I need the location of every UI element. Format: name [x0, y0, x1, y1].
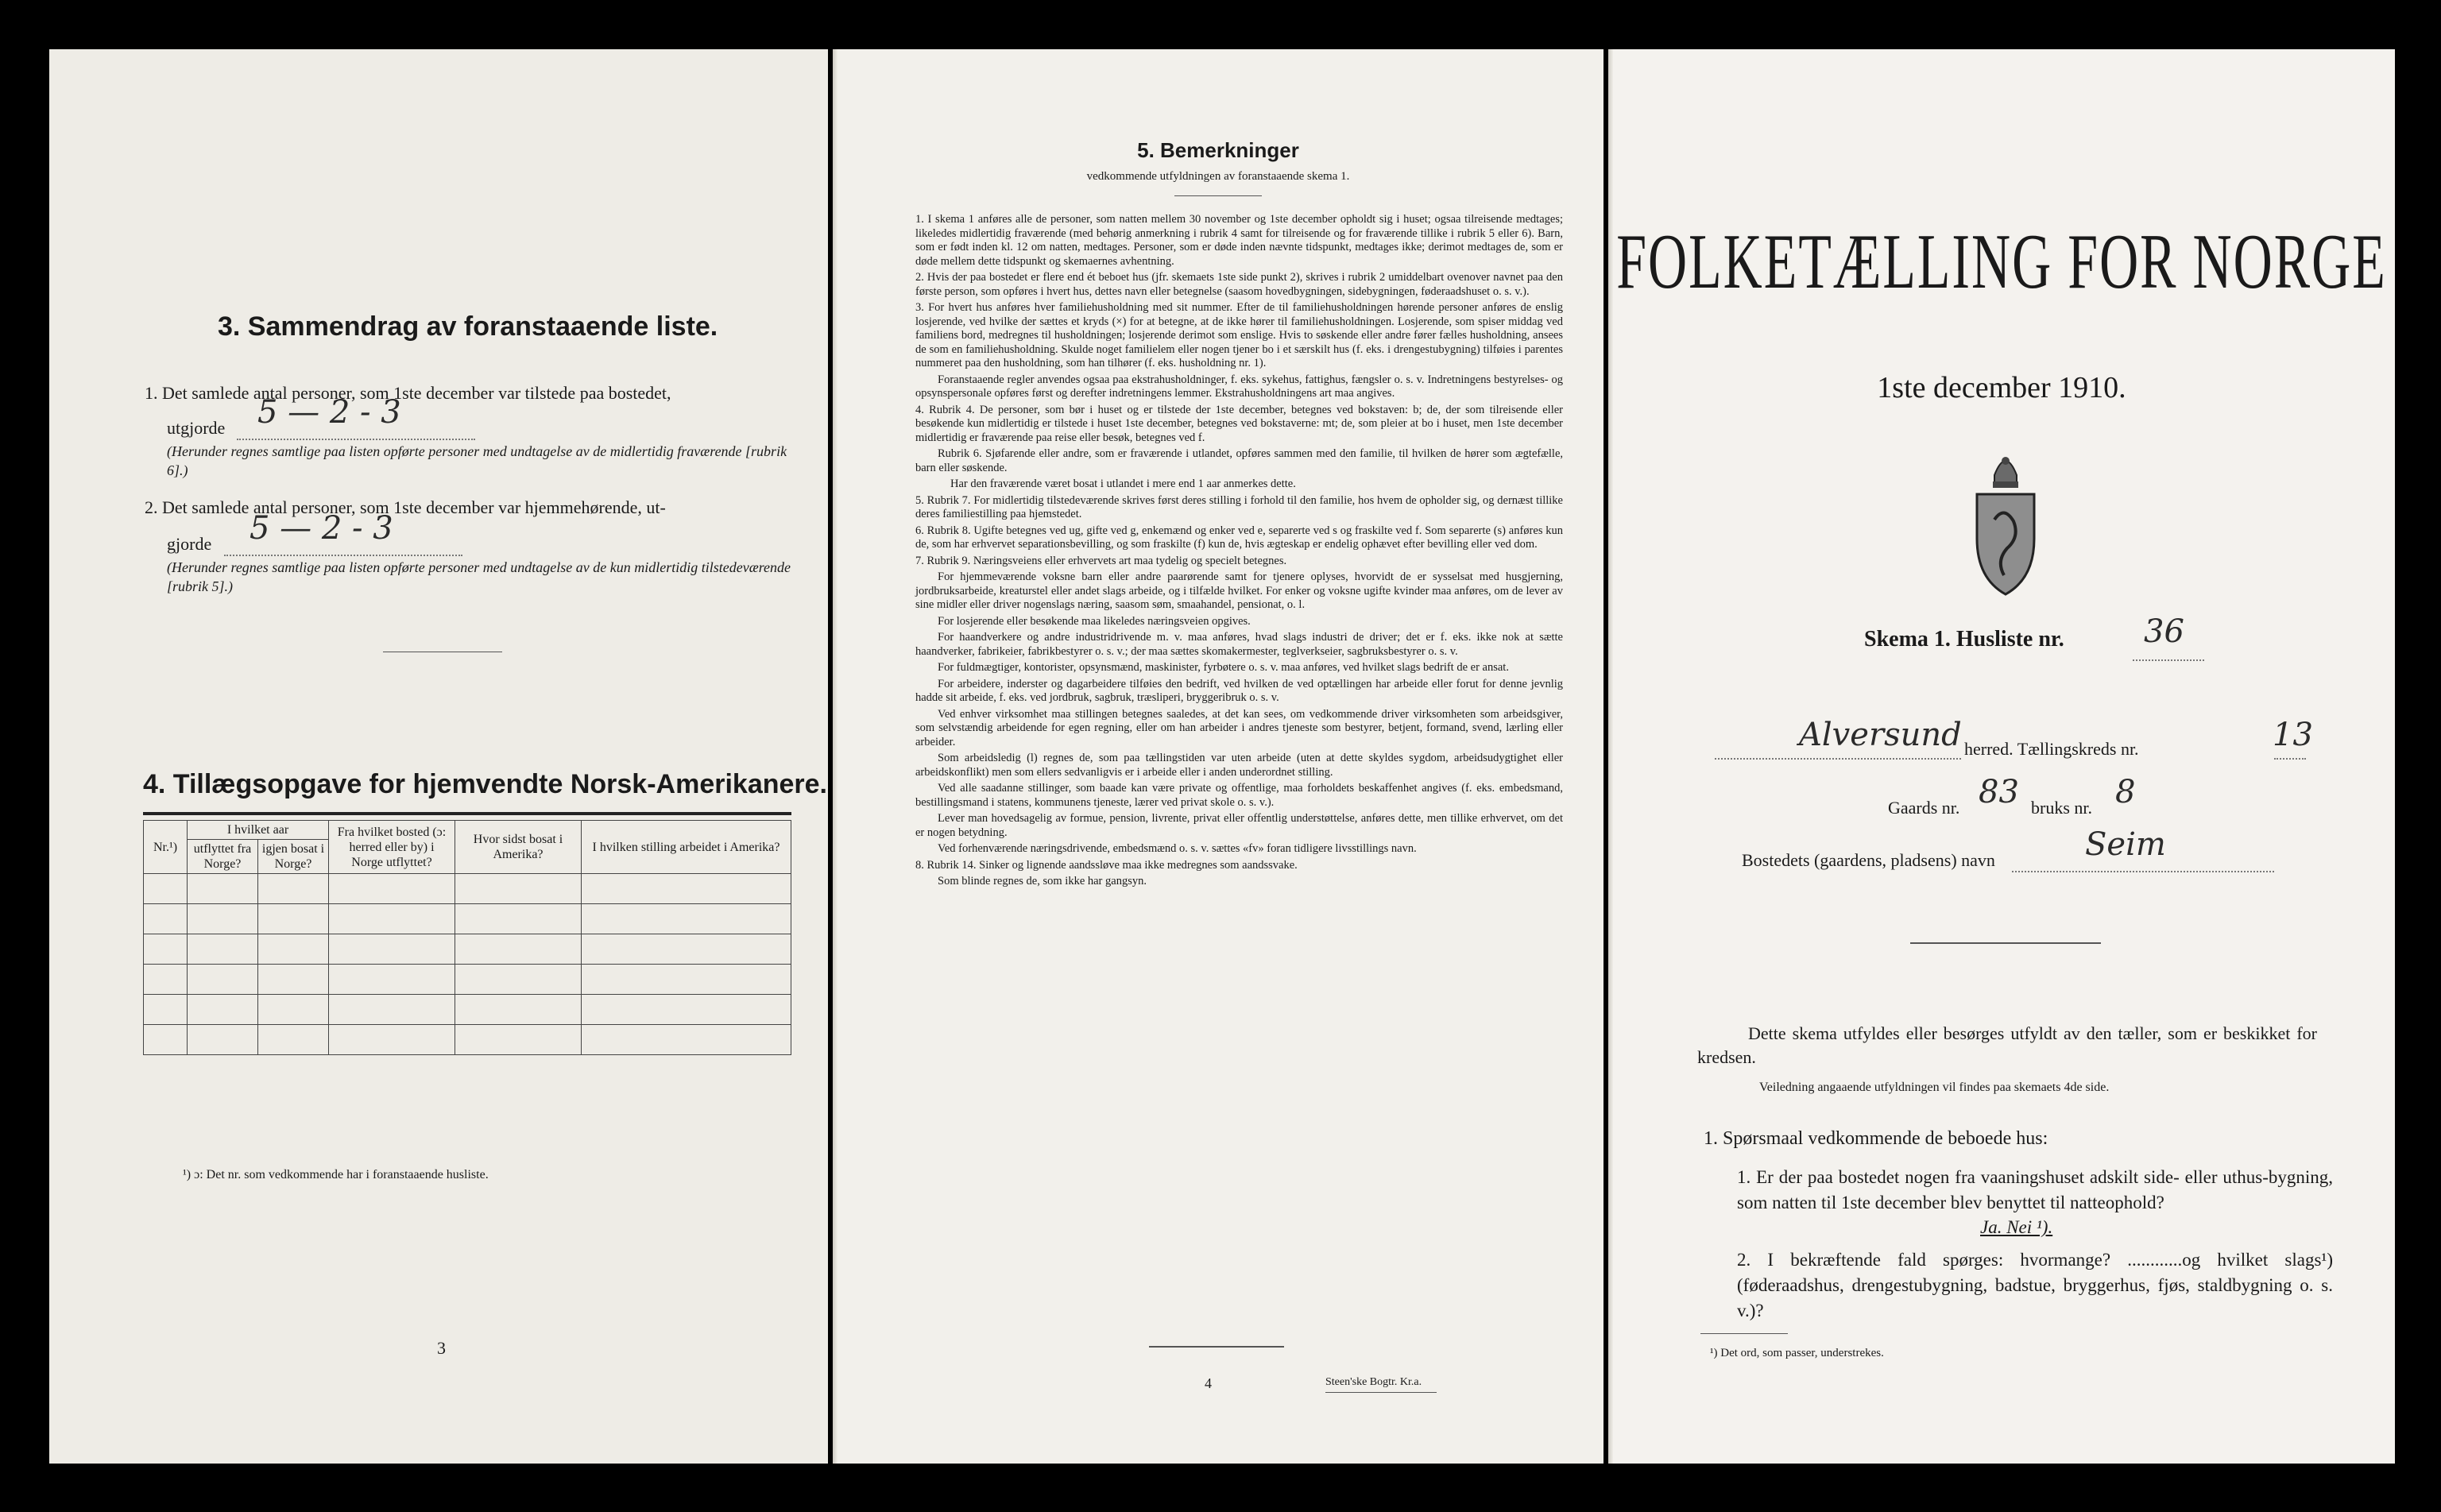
col-header-group: I hvilket aar — [188, 821, 329, 840]
col-header-amerika: Hvor sidst bosat i Amerika? — [455, 821, 582, 874]
remarks-list — [915, 213, 1563, 891]
remarks-title: 5. Bemerkninger — [1137, 138, 1299, 162]
question-heading: 1. Spørsmaal vedkommende de beboede hus: — [1704, 1128, 2048, 1149]
q2-handwritten: 5 — 2 - 3 — [250, 510, 393, 547]
remark-item: 7. Rubrik 9. Næringsveiens eller erhvervets art maa tydelig og specielt betegnes. — [915, 554, 1287, 567]
q1-answer: Ja. Nei ¹). — [1980, 1217, 2053, 1237]
remark-item: For haandverkere og andre industridrivende m. v. maa anføres, hvad slags industri de driver; det er f. eks. ikke nok at sætte haandverker, fabrikeier, fabrikbestyrer o. s. v.; der maa sættes skomakermester, teglverkseier, sagbruksbestyrer o. s. v. — [915, 631, 1563, 658]
bosted-label: Bostedets (gaardens, pladsens) navn — [1742, 850, 1995, 870]
remark-item: 8. Rubrik 14. Sinker og lignende aandssløve maa ikke medregnes som aandssvake. — [915, 858, 1298, 872]
kreds-handwritten: 13 — [2273, 717, 2313, 753]
remark-item: For hjemmeværende voksne barn eller andre paarørende samt for tjenere oplyses, hvorvidt de er sysselsat med husgjerning, jordbruksarbeide, kreaturstel eller andet slags arbeide, og i tilfælde hvilket. For enker og voksne ugifte kvinder maa anføres, om de lever av sine midler eller driver nogenslags næring, saasom søm, smaahandel, pensionat, o. l. — [915, 570, 1563, 611]
table-row — [144, 995, 791, 1025]
ornament-divider — [1910, 942, 2101, 944]
q1-prefix: utgjorde — [167, 418, 226, 438]
remark-item: 2. Hvis der paa bostedet er flere end ét beboet hus (jfr. skemaets 1ste side punkt 2), skrives i rubrik 2 umiddelbart ovenover navnet paa den første person, som opføres i hvert hus, dettes navn eller betegnelse (saasom hovedbygningen, sidebygningen, føderaadshuset o. s. v.). — [915, 271, 1563, 298]
table-row — [144, 874, 791, 904]
page-left — [49, 49, 828, 1464]
remark-item: Som blinde regnes de, som ikke har gangsyn. — [938, 875, 1147, 887]
col-header-nr: Nr.¹) — [144, 821, 188, 874]
form-title: FOLKETÆLLING FOR NORGE — [1616, 217, 2387, 305]
q2-text: 2. Det samlede antal personer, som 1ste december var hjemmehørende, ut- — [145, 497, 666, 517]
remark-item: For fuldmægtiger, kontorister, opsynsmænd, maskinister, fyrbøtere o. s. v. maa anføres, ved hvilket slags bedrift de er ansat. — [938, 661, 1509, 674]
remark-item: 6. Rubrik 8. Ugifte betegnes ved ug, gifte ved g, enkemænd og enker ved e, separerte ved s og fraskilte ved f. Som separerte (s) anføres kun de, som har erhvervet separationsbevilling, og som fraskilte (f) kun de, hvis ægteskap er endelig ophævet efter bevilling eller ved dom. — [915, 524, 1563, 551]
form-date: 1ste december 1910. — [1877, 371, 2126, 404]
husliste-line — [2133, 659, 2204, 661]
page-middle — [833, 49, 1603, 1464]
remark-item: Ved alle saadanne stillinger, som baade kan være private og offentlige, maa forholdets beskaffenhet angives (f. eks. embedsmand, bestillingsmand i statens, kommunens tjeneste, lærer ved privat skole o. s. v.). — [915, 782, 1563, 809]
remark-item: For arbeidere, inderster og dagarbeidere tilføies den bedrift, ved hvilken de ved optællingen har arbeide eller forut for denne jevnlig hadde sit arbeide, f. eks. ved jordbruk, sagbruk, træsliperi, bryggeribruk o. s. v. — [915, 677, 1563, 704]
remark-item: Ved forhenværende næringsdrivende, embedsmænd o. s. v. sættes «fv» foran tidligere livsstillings navn. — [938, 842, 1417, 855]
remark-item: Ved enhver virksomhet maa stillingen betegnes saaledes, at det kan sees, om vedkommende driver virksomheten som arbeidsgiver, som selvstændig arbeidende for egen regning, eller om han arbeider i andres tjeneste som bestyrer, betjent, formand, svend, lærling eller arbeider. — [915, 707, 1563, 748]
remark-item: Foranstaaende regler anvendes ogsaa paa ekstrahusholdninger, f. eks. sykehus, fattighus, fængsler o. s. v. Indretningens bestyrelses- og opsynspersonale opføres først og derefter indretningens lemmer. Ekstrahusholdningens art maa angives. — [915, 373, 1563, 400]
divider — [1149, 1346, 1284, 1348]
divider — [1700, 1333, 1788, 1334]
q1-text: 1. Det samlede antal personer, som 1ste december var tilstede paa bostedet, — [145, 383, 671, 403]
kreds-line — [2274, 758, 2306, 760]
husliste-handwritten: 36 — [2144, 613, 2184, 650]
norsk-amerikanere-table — [143, 820, 791, 1055]
remarks-subtitle: vedkommende utfyldningen av foranstaaende skema 1. — [1086, 170, 1350, 183]
section3-title: 3. Sammendrag av foranstaaende liste. — [218, 311, 718, 342]
skema-label: Skema 1. Husliste nr. — [1864, 627, 2064, 652]
q1-note: (Herunder regnes samtlige paa listen opførte personer med undtagelse av de midlertidig fraværende [rubrik 6].) — [167, 443, 787, 478]
title-rule — [143, 812, 791, 815]
divider — [1174, 195, 1262, 196]
page-right — [1608, 49, 2395, 1464]
table-row — [144, 934, 791, 965]
col-header-igjen: igjen bosat i Norge? — [258, 840, 329, 874]
remark-item: Rubrik 6. Sjøfarende eller andre, som er fraværende i utlandet, opføres sammen med den familie, til hvilken de hører som ægtefælle, barn eller søskende. — [915, 447, 1563, 474]
printer-mark: Steen'ske Bogtr. Kr.a. — [1325, 1376, 1422, 1388]
col-header-stilling: I hvilken stilling arbeidet i Amerika? — [582, 821, 791, 874]
bruks-label: bruks nr. — [2031, 798, 2092, 818]
page-number-4: 4 — [1205, 1375, 1212, 1391]
remark-item: Har den fraværende været bosat i utlandet i mere end 1 aar anmerkes dette. — [950, 478, 1296, 490]
col-header-utflyttet: utflyttet fra Norge? — [188, 840, 258, 874]
bosted-handwritten: Seim — [2085, 826, 2166, 863]
table-footnote: ¹) ɔ: Det nr. som vedkommende har i foranstaaende husliste. — [183, 1168, 489, 1181]
divider — [1325, 1392, 1437, 1393]
table-row — [144, 904, 791, 934]
intro-note: Veiledning angaaende utfyldningen vil findes paa skemaets 4de side. — [1759, 1081, 2110, 1094]
question-1: 1. Er der paa bostedet nogen fra vaaningshuset adskilt side- eller uthus-bygning, som natten til 1ste december blev benyttet til natteophold? — [1737, 1167, 2333, 1212]
gaards-label: Gaards nr. — [1888, 798, 1960, 818]
remark-item: 1. I skema 1 anføres alle de personer, som natten mellem 30 november og 1ste december opholdt sig i huset; ogsaa tilreisende medtages; likeledes midlertidig fraværende (med behørig anmerkning i rubrik 4 samt for tilreisende og for fraværende tillike i rubrik 5 eller 6). Barn, som er født inden kl. 12 om natten, medtages. Personer, som er døde inden nævnte tidspunkt, medtages ikke; derimot medtages de, som er døde mellem dette tidspunkt og skemaernes avhentning. — [915, 213, 1563, 268]
page-number-3: 3 — [437, 1338, 446, 1358]
remark-item: Som arbeidsledig (l) regnes de, som paa tællingstiden var uten arbeide (uten at dette skyldes sygdom, arbeidsudygtighet eller arbeidskonflikt) men som ellers sedvanligvis er i arbeide eller i anden underordnet stilling. — [915, 752, 1563, 779]
fold-shadow — [833, 49, 838, 1464]
q2-answer-line — [224, 555, 462, 556]
section4-title: 4. Tillægsopgave for hjemvendte Norsk-Amerikanere. — [143, 769, 827, 799]
remark-item: For losjerende eller besøkende maa likeledes næringsveien opgives. — [938, 614, 1251, 628]
remark-item: 4. Rubrik 4. De personer, som bør i huset og er tilstede der 1ste december, betegnes ved bokstaven: b; de, der som tilreisende eller besøkende kun midlertidig er tilstede i huset 1ste december, betegnes ved bokstaverne: mt; de, som pleier at bo i huset, men 1ste december midlertidig er fraværende paa reise eller besøk, betegnes ved f. — [915, 403, 1563, 444]
q1-answer-line — [237, 439, 475, 440]
herred-label: herred. Tællingskreds nr. — [1964, 739, 2139, 759]
herred-handwritten: Alversund — [1799, 717, 1962, 753]
col-header-bosted: Fra hvilket bosted (ɔ: herred eller by) i Norge utflyttet? — [329, 821, 455, 874]
intro-text: Dette skema utfyldes eller besørges utfyldt av den tæller, som er beskikket for kredsen. — [1697, 1023, 2317, 1067]
footnote: ¹) Det ord, som passer, understrekes. — [1710, 1347, 1884, 1359]
remark-item: 3. For hvert hus anføres hver familiehusholdning med sit nummer. Efter de til familiehusholdningen hørende personer anføres de enslig losjerende, ved hvilke der sættes et kryds (×) for at betegne, at de ikke hører til familiehusholdningen. Losjerende, som spiser middag ved familiens bord, medregnes til husholdningen; losjerende derimot som enslige. Hvis to søskende eller andre fører fælles husholdning, ansees de som en familiehusholdning. Skulde noget familielem eller nogen tjener bo i et særskilt hus (f. eks. i drengestubygning) tilføies i parentes nummeret paa den husholdning, som han tilhører (f. eks. husholdning nr. 1). — [915, 301, 1563, 369]
q2-note: (Herunder regnes samtlige paa listen opførte personer med undtagelse av de kun midlertidig tilstedeværende [rubrik 5].) — [167, 559, 791, 594]
remark-item: Lever man hovedsagelig av formue, pension, livrente, privat eller offentlig understøttelse, anføres dette, men tillike erhvervet, om det er nogen betydning. — [915, 812, 1563, 839]
table-row — [144, 965, 791, 995]
gaards-handwritten: 83 — [1979, 774, 2019, 810]
herred-line — [1715, 758, 1961, 760]
q1-handwritten: 5 — 2 - 3 — [257, 394, 401, 431]
q2-prefix: gjorde — [167, 534, 212, 554]
coat-of-arms-icon — [1972, 443, 2039, 596]
table-row — [144, 1025, 791, 1055]
remark-item: 5. Rubrik 7. For midlertidig tilstedeværende skrives først deres stilling i forhold til den familie, hos hvem de opholder sig, og dernæst tillike deres familiestilling paa hjemstedet. — [915, 493, 1563, 520]
question-2: 2. I bekræftende fald spørges: hvormange? ............og hvilket slags¹) (føderaadshus, drengestubygning, badstue, bryggerhus, fjøs, staldbygning o. s. v.)? — [1737, 1250, 2333, 1321]
bruks-handwritten: 8 — [2115, 774, 2136, 810]
bosted-line — [2012, 871, 2274, 872]
